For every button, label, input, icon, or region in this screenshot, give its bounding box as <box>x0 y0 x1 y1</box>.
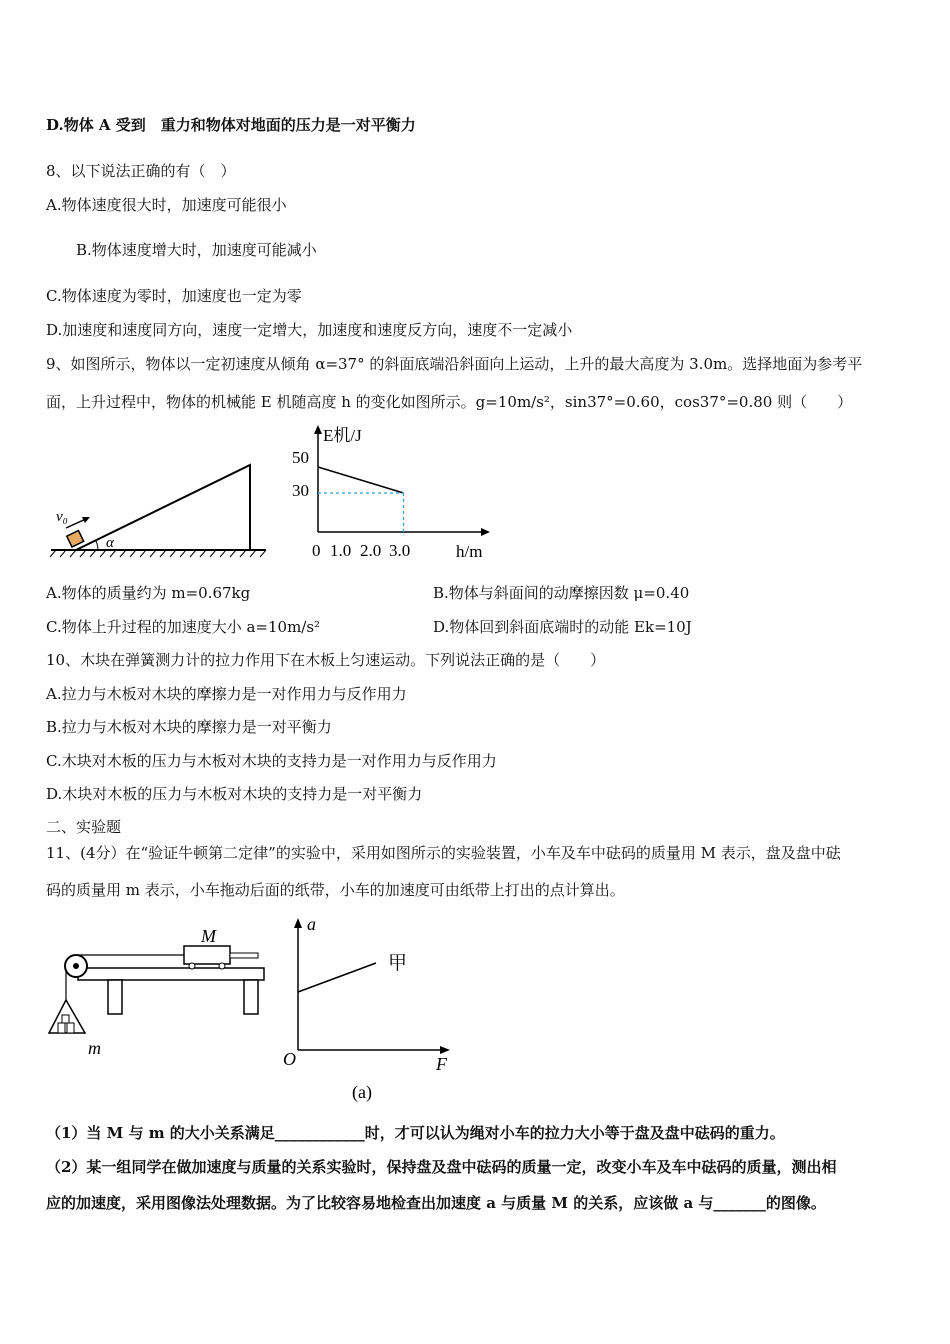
q8-stem: 8、以下说法正确的有（ ） <box>46 162 236 180</box>
y-axis-label: E机/J <box>323 426 362 445</box>
q10-stem: 10、木块在弹簧测力计的拉力作用下在木板上匀速运动。下列说法正确的是（ ） <box>46 651 606 669</box>
q8-option-c: C.物体速度为零时，加速度也一定为零 <box>46 287 302 305</box>
table-top <box>78 968 264 980</box>
f-axis-label: F <box>436 1054 447 1074</box>
q9-option-c: C.物体上升过程的加速度大小 a=10m/s² <box>46 618 321 636</box>
x-tick-1: 1.0 <box>330 541 352 560</box>
q8-option-a: A.物体速度很大时，加速度可能很小 <box>46 196 287 214</box>
incline-figure <box>46 455 276 565</box>
cart-mass-label: M <box>201 926 216 946</box>
figure-caption: (a) <box>352 1082 372 1102</box>
q11-part2-line2: 应的加速度，采用图像法处理数据。为了比较容易地检查出加速度 a 与质量 M 的关系，应该做 a 与_______的图像。 <box>46 1194 826 1212</box>
origin-o-label: O <box>283 1049 296 1069</box>
q9-stem-line2: 面，上升过程中，物体的机械能 E 机随高度 h 的变化如图所示。g=10m/s²，sin37°=0.60，cos37°=0.80 则（ ） <box>46 393 853 411</box>
energy-line <box>318 467 404 493</box>
alpha-label: α <box>106 535 114 551</box>
q10-option-a: A.拉力与木板对木块的摩擦力是一对作用力与反作用力 <box>46 685 407 703</box>
q9-option-d: D.物体回到斜面底端时的动能 Ek=10J <box>433 618 692 636</box>
line-jia <box>298 963 376 992</box>
q9-stem-line1: 9、如图所示，物体以一定初速度从倾角 α=37° 的斜面底端沿斜面向上运动，上升的最大高度为 3.0m。选择地面为参考平 <box>46 355 863 373</box>
q9-option-a: A.物体的质量约为 m=0.67kg <box>46 584 251 602</box>
x-axis-arrow-icon <box>481 528 490 536</box>
acceleration-force-graph <box>280 910 470 1110</box>
pan-mass-label: m <box>88 1038 101 1058</box>
v0-label: v₀ <box>56 509 68 525</box>
line-jia-label: 甲 <box>388 953 408 974</box>
block-icon <box>67 531 84 547</box>
f-axis-arrow-icon <box>440 1046 450 1054</box>
q7-option-d: D.物体 A 受到 重力和物体对地面的压力是一对平衡力 <box>46 116 416 134</box>
q11-stem-line1: 11、(4分）在“验证牛顿第二定律”的实验中，采用如图所示的实验装置，小车及车中砝码的质量用 M 表示，盘及盘中砝 <box>46 844 841 862</box>
q11-part1: （1）当 M 与 m 的大小关系满足____________时，才可以认为绳对小车的拉力大小等于盘及盘中砝码的重力。 <box>46 1124 785 1142</box>
q9-option-b: B.物体与斜面间的动摩擦因数 μ=0.40 <box>433 584 690 602</box>
q11-stem-line2: 码的质量用 m 表示，小车拖动后面的纸带，小车的加速度可由纸带上打出的点计算出。 <box>46 881 625 899</box>
q11-part2-line1: （2）某一组同学在做加速度与质量的关系实验时，保持盘及盘中砝码的质量一定，改变小车及车中砝码的质量，测出相 <box>46 1158 837 1176</box>
y-tick-50: 50 <box>292 448 309 467</box>
a-axis-label: a <box>307 914 316 934</box>
q10-option-b: B.拉力与木板对木块的摩擦力是一对平衡力 <box>46 718 332 736</box>
apparatus-figure <box>46 920 271 1060</box>
q10-option-d: D.木块对木板的压力与木板对木块的支持力是一对平衡力 <box>46 785 423 803</box>
x-tick-3: 3.0 <box>389 541 411 560</box>
q10-option-c: C.木块对木板的压力与木板对木块的支持力是一对作用力与反作用力 <box>46 752 497 770</box>
q8-option-b: B.物体速度增大时，加速度可能减小 <box>76 241 317 259</box>
y-tick-30: 30 <box>292 481 309 500</box>
cart-icon <box>184 946 230 964</box>
a-axis-arrow-icon <box>294 918 302 928</box>
x-tick-2: 2.0 <box>360 541 382 560</box>
section-title: 二、实验题 <box>46 818 122 836</box>
q8-option-d: D.加速度和速度同方向，速度一定增大，加速度和速度反方向，速度不一定减小 <box>46 321 573 339</box>
y-axis-arrow-icon <box>314 425 322 434</box>
x-axis-label: h/m <box>456 542 483 561</box>
energy-height-graph <box>285 420 500 565</box>
origin-label: 0 <box>312 541 321 560</box>
